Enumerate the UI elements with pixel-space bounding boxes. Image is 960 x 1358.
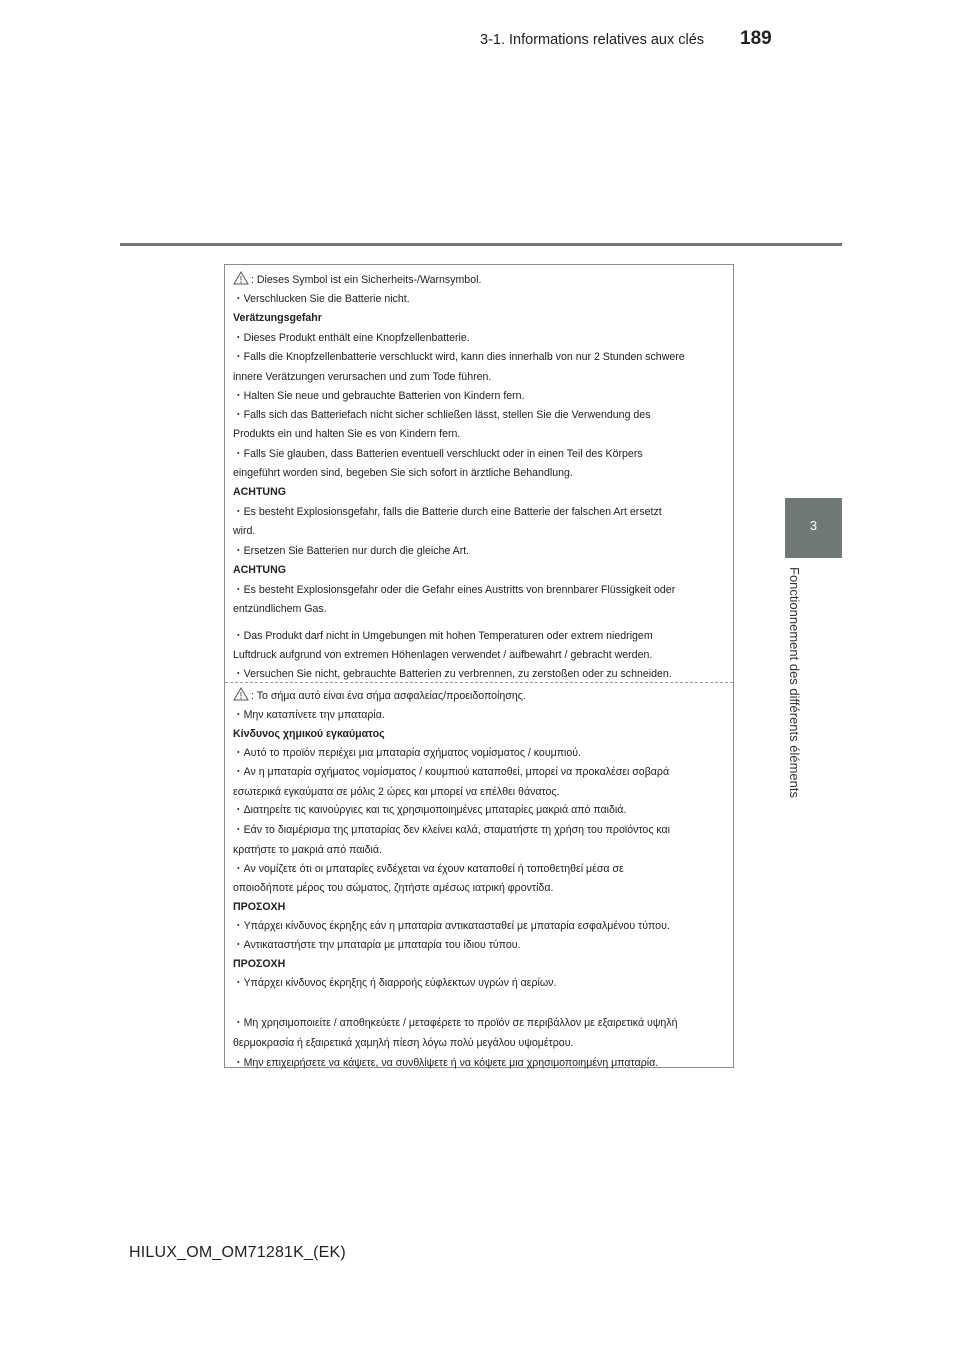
greek-line-text: ・Αν νομίζετε ότι οι μπαταρίες ενδέχεται να έχουν καταποθεί ή τοποθετηθεί μέσα σε bbox=[233, 863, 624, 875]
greek-line bbox=[233, 976, 727, 990]
greek-line bbox=[233, 862, 727, 876]
greek-line bbox=[233, 803, 727, 817]
greek-line-text: ・Αυτό το προϊόν περιέχει μια μπαταρία σχήματος νομίσματος / κουμπιού. bbox=[233, 747, 582, 759]
german-line-text: wird. bbox=[233, 525, 256, 537]
german-line bbox=[233, 485, 727, 499]
greek-line bbox=[233, 1036, 727, 1050]
german-line bbox=[233, 447, 727, 461]
german-line-text: ・Es besteht Explosionsgefahr, falls die Batterie durch eine Batterie der falschen Art ersetzt bbox=[233, 506, 662, 518]
german-line bbox=[233, 350, 727, 364]
warning-triangle-icon bbox=[233, 271, 249, 285]
greek-line-text: κρατήστε το μακριά από παιδιά. bbox=[233, 844, 382, 856]
german-line bbox=[233, 466, 727, 480]
german-line bbox=[233, 408, 727, 422]
greek-line bbox=[233, 900, 727, 914]
greek-line-text: ・Διατηρείτε τις καινούργιες και τις χρησιμοποιημένες μπαταρίες μακριά από παιδιά. bbox=[233, 804, 627, 816]
german-line-text: Verätzungsgefahr bbox=[233, 312, 322, 324]
greek-line bbox=[233, 1056, 727, 1070]
german-line bbox=[233, 505, 727, 519]
german-line-text: ・Versuchen Sie nicht, gebrauchte Batterien zu verbrennen, zu zerstoßen oder zu schneiden. bbox=[233, 668, 672, 680]
greek-line-text: ・Υπάρχει κίνδυνος έκρηξης ή διαρροής εύφλεκτων υγρών ή αερίων. bbox=[233, 977, 557, 989]
german-line bbox=[233, 389, 727, 403]
greek-line-text: οποιοδήποτε μέρος του σώματος, ζητήστε αμέσως ιατρική φροντίδα. bbox=[233, 882, 554, 894]
german-line-text: ACHTUNG bbox=[233, 486, 286, 498]
greek-line-text: ΠΡΟΣΟΧΗ bbox=[233, 958, 286, 970]
german-line bbox=[233, 427, 727, 441]
greek-line-text: εσωτερικά εγκαύματα σε μόλις 2 ώρες και μπορεί να επέλθει θάνατος. bbox=[233, 786, 560, 798]
greek-line bbox=[233, 708, 727, 722]
chapter-tab bbox=[785, 498, 842, 558]
german-line bbox=[251, 273, 727, 287]
greek-line-text: θερμοκρασία ή εξαιρετικά χαμηλή πίεση λόγω πολύ μεγάλου υψομέτρου. bbox=[233, 1037, 574, 1049]
greek-line-text: ・Μην επιχειρήσετε να κάψετε, να συνθλίψετε ή να κόψετε μια χρησιμοποιημένη μπαταρία. bbox=[233, 1057, 659, 1069]
german-line bbox=[233, 583, 727, 597]
greek-line-text: Κίνδυνος χημικού εγκαύματος bbox=[233, 728, 385, 740]
german-line bbox=[233, 629, 727, 643]
german-line-text: ・Falls Sie glauben, dass Batterien eventuell verschluckt oder in einen Teil des Körpers bbox=[233, 448, 643, 460]
greek-line bbox=[251, 689, 727, 703]
greek-line bbox=[233, 843, 727, 857]
section-title: 3-1. Informations relatives aux clés bbox=[480, 32, 705, 48]
greek-line-text: ・Μη χρησιμοποιείτε / αποθηκεύετε / μεταφέρετε το προϊόν σε περιβάλλον με εξαιρετικά υψηλή bbox=[233, 1017, 678, 1029]
greek-line-text: ・Υπάρχει κίνδυνος έκρηξης εάν η μπαταρία αντικατασταθεί με μπαταρία εσφαλμένου τύπου. bbox=[233, 920, 670, 932]
german-line-text: entzündlichem Gas. bbox=[233, 603, 327, 615]
german-line-text: ・Halten Sie neue und gebrauchte Batterien von Kindern fern. bbox=[233, 390, 525, 402]
greek-line bbox=[233, 746, 727, 760]
german-line-text: ・Falls die Knopfzellenbatterie verschluckt wird, kann dies innerhalb von nur 2 Stunden schwere bbox=[233, 351, 685, 363]
german-line bbox=[233, 667, 727, 681]
german-line-text: ・Es besteht Explosionsgefahr oder die Gefahr eines Austritts von brennbarer Flüssigkeit oder bbox=[233, 584, 676, 596]
chapter-title: Fonctionnement des différents éléments bbox=[787, 567, 802, 799]
german-line bbox=[233, 563, 727, 577]
greek-line-text: ・Μην καταπίνετε την μπαταρία. bbox=[233, 709, 385, 721]
german-line bbox=[233, 292, 727, 306]
german-line-text: : Dieses Symbol ist ein Sicherheits-/Warnsymbol. bbox=[251, 274, 482, 286]
german-line-text: ・Verschlucken Sie die Batterie nicht. bbox=[233, 293, 410, 305]
german-line-text: ・Dieses Produkt enthält eine Knopfzellenbatterie. bbox=[233, 332, 470, 344]
greek-line-text: ・Αντικαταστήστε την μπαταρία με μπαταρία του ίδιου τύπου. bbox=[233, 939, 521, 951]
greek-line bbox=[233, 785, 727, 799]
greek-line bbox=[233, 919, 727, 933]
german-line-text: ACHTUNG bbox=[233, 564, 286, 576]
german-line-text: ・Ersetzen Sie Batterien nur durch die gleiche Art. bbox=[233, 545, 470, 557]
greek-line bbox=[233, 881, 727, 895]
german-line-text: eingeführt worden sind, begeben Sie sich sofort in ärztliche Behandlung. bbox=[233, 467, 573, 479]
document-id: HILUX_OM_OM71281K_(EK) bbox=[129, 1244, 346, 1261]
greek-line-text: ・Εάν το διαμέρισμα της μπαταρίας δεν κλείνει καλά, σταματήστε τη χρήση του προϊόντος και bbox=[233, 824, 671, 836]
greek-line-text: ΠΡΟΣΟΧΗ bbox=[233, 901, 286, 913]
page-number: 189 bbox=[740, 28, 772, 49]
german-line bbox=[233, 331, 727, 345]
german-line-text: innere Verätzungen verursachen und zum Tode führen. bbox=[233, 371, 492, 383]
german-line-text: ・Das Produkt darf nicht in Umgebungen mit hohen Temperaturen oder extrem niedrigem bbox=[233, 630, 653, 642]
german-line-text: Luftdruck aufgrund von extremen Höhenlagen verwendet / aufbewahrt / gebracht werden. bbox=[233, 649, 653, 661]
greek-line-text: : Το σήμα αυτό είναι ένα σήμα ασφαλείας/προειδοποίησης. bbox=[251, 690, 526, 702]
header-rule bbox=[120, 243, 842, 246]
german-line bbox=[233, 648, 727, 662]
chapter-number: 3 bbox=[809, 518, 818, 533]
greek-line bbox=[233, 823, 727, 837]
greek-line-text: ・Αν η μπαταρία σχήματος νομίσματος / κουμπιού καταποθεί, μπορεί να προκαλέσει σοβαρά bbox=[233, 766, 670, 778]
battery-warning-box bbox=[224, 264, 734, 1068]
greek-line bbox=[233, 957, 727, 971]
greek-line bbox=[233, 938, 727, 952]
greek-line bbox=[233, 765, 727, 779]
language-divider bbox=[225, 682, 733, 683]
german-line-text: Produkts ein und halten Sie es von Kindern fern. bbox=[233, 428, 461, 440]
german-line bbox=[233, 524, 727, 538]
german-line bbox=[233, 370, 727, 384]
german-line bbox=[233, 311, 727, 325]
greek-line bbox=[233, 1016, 727, 1030]
german-line-text: ・Falls sich das Batteriefach nicht sicher schließen lässt, stellen Sie die Verwendung des bbox=[233, 409, 651, 421]
greek-line bbox=[233, 727, 727, 741]
warning-triangle-icon bbox=[233, 687, 249, 701]
german-line bbox=[233, 602, 727, 616]
german-line bbox=[233, 544, 727, 558]
